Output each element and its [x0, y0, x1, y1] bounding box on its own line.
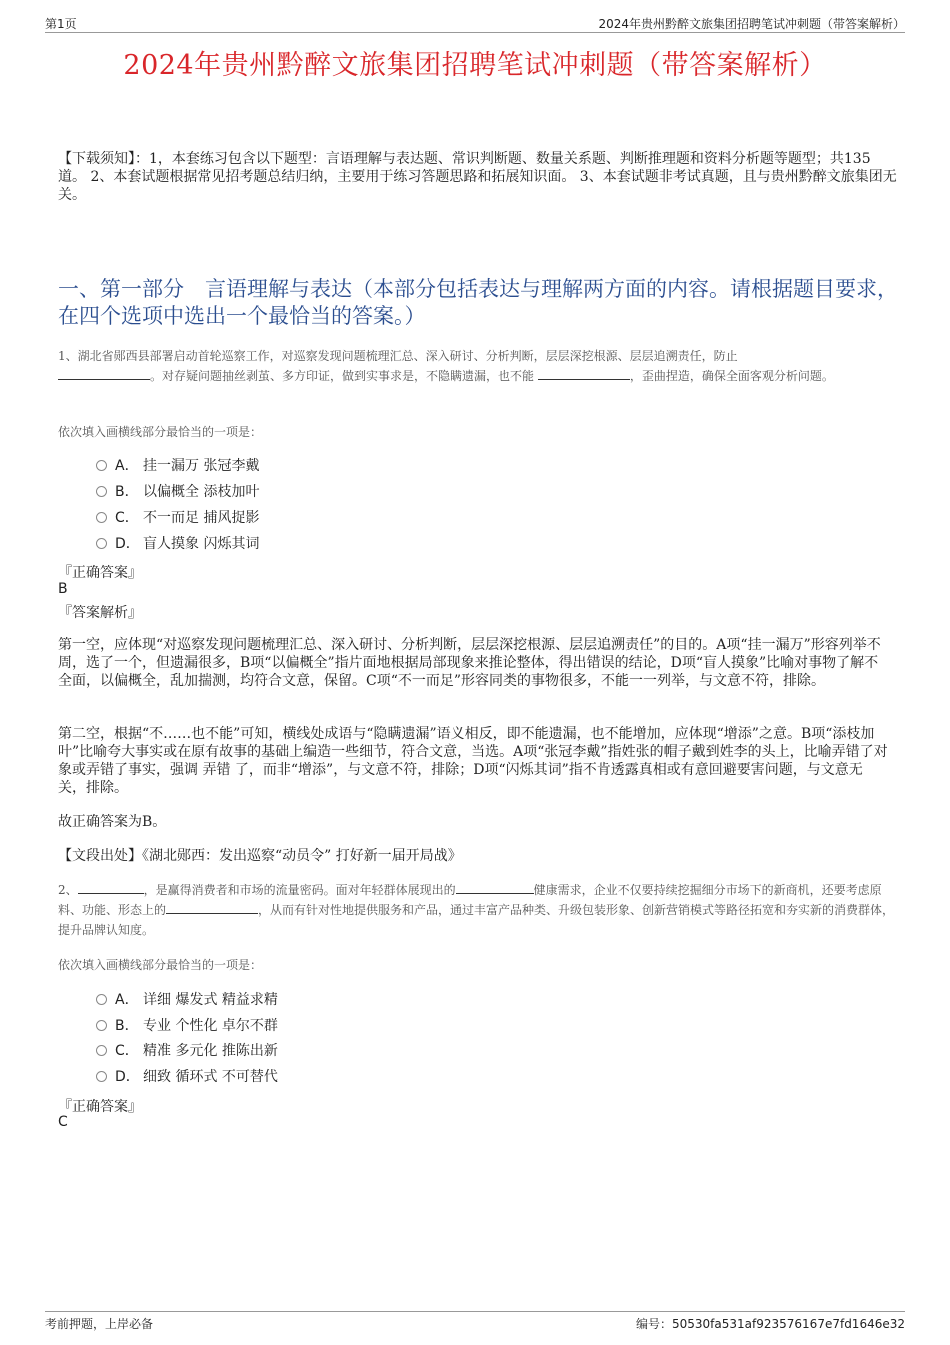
q2-option-d[interactable]: D． 细致 循环式 不可替代 — [96, 1067, 278, 1087]
radio-icon[interactable] — [96, 994, 107, 1005]
blank-2 — [456, 881, 534, 894]
blank-3 — [166, 901, 258, 914]
page-header — [45, 14, 905, 33]
q1-option-d[interactable]: D． 盲人摸象 闪烁其词 — [96, 534, 259, 554]
question-2-prompt: 依次填入画横线部分最恰当的一项是： — [58, 958, 263, 972]
q2-option-c[interactable]: C． 精准 多元化 推陈出新 — [96, 1041, 278, 1061]
q1-analysis-para-2: 第二空，根据“不……也不能”可知，横线处成语与“隐瞒遗漏”语义相反，即不能遗漏，也不能增加，应体现“增添”之意。B项“添枝加叶”比喻夸大事实或在原有故事的基础上编造一些细节，符合文意，当选。A项“张冠李戴”指姓张的帽子戴到姓李的头上，比喻弄错了对象或弄错了事实，强调 弄错 了，而非“增添”，与文意不符，排除；D项“闪烁其词”指不肯透露真相或有意回避要害问题，与文意无关，排除。 — [58, 726, 888, 796]
q1-option-a[interactable]: A． 挂一漏万 张冠李戴 — [96, 456, 259, 476]
blank-2 — [538, 367, 630, 380]
q2-correct-label: 『正确答案』 — [58, 1099, 142, 1115]
radio-icon[interactable] — [96, 512, 107, 523]
radio-icon[interactable] — [96, 1045, 107, 1056]
question-2-text: 2、 ，是赢得消费者和市场的流量密码。面对年轻群体展现出的 健康需求，企业不仅要持续挖掘细分市场下的新商机，还要考虑原料、功能、形态上的 ，从而有针对性地提供服务和产品，通过丰富产品种类、升级包装形象、创新营销模式等路径拓宽和夯实新的消费群体，提升品牌认知度。 — [58, 883, 895, 937]
q2-option-a[interactable]: A． 详细 爆发式 精益求精 — [96, 990, 278, 1010]
radio-icon[interactable] — [96, 460, 107, 471]
radio-icon[interactable] — [96, 1071, 107, 1082]
footer-slogan: 考前押题，上岸必备 — [45, 1317, 154, 1331]
page-footer — [45, 1311, 905, 1332]
header-doc-title: 2024年贵州黔醉文旅集团招聘笔试冲刺题（带答案解析） — [598, 17, 905, 31]
q2-answer: C — [58, 1114, 68, 1130]
q1-option-b[interactable]: B． 以偏概全 添枝加叶 — [96, 482, 259, 502]
blank-1 — [58, 367, 150, 380]
page-number: 第1页 — [45, 17, 77, 31]
document-title: 2024年贵州黔醉文旅集团招聘笔试冲刺题（带答案解析） — [123, 50, 827, 81]
section-heading: 一、第一部分 言语理解与表达（本部分包括表达与理解两方面的内容。请根据题目要求，在四个选项中选出一个最恰当的答案。） — [58, 277, 898, 328]
download-notice: 【下载须知】：1，本套练习包含以下题型：言语理解与表达题、常识判断题、数量关系题、判断推理题和资料分析题等题型；共135道。 2、本套试题根据常见招考题总结归纳，主要用于练习答题思路和拓展知识面。 3、本套试题非考试真题，且与贵州黔醉文旅集团无关。 — [58, 151, 897, 203]
radio-icon[interactable] — [96, 486, 107, 497]
q1-correct-label: 『正确答案』 — [58, 565, 142, 581]
radio-icon[interactable] — [96, 538, 107, 549]
q2-option-b[interactable]: B． 专业 个性化 卓尔不群 — [96, 1016, 278, 1036]
question-1-text: 1、湖北省郧西县部署启动首轮巡察工作，对巡察发现问题梳理汇总、深入研讨、分析判断，层层深挖根源、层层追溯责任，防止 。对存疑问题抽丝剥茧、多方印证，做到实事求是，不隐瞒遗漏，也不能 ，歪曲捏造，确保全面客观分析问题。 — [58, 349, 834, 383]
q1-source: 【文段出处】《湖北郧西：发出巡察“动员令” 打好新一届开局战》 — [58, 848, 462, 864]
q1-analysis-label: 『答案解析』 — [58, 605, 142, 621]
blank-1 — [78, 881, 144, 894]
q1-answer: B — [58, 581, 68, 597]
q1-analysis-conclusion: 故正确答案为B。 — [58, 814, 167, 830]
radio-icon[interactable] — [96, 1020, 107, 1031]
footer-code: 编号：50530fa531af923576167e7fd1646e32 — [635, 1317, 905, 1331]
question-1-prompt: 依次填入画横线部分最恰当的一项是： — [58, 425, 263, 439]
q1-analysis-para-1: 第一空，应体现“对巡察发现问题梳理汇总、深入研讨、分析判断，层层深挖根源、层层追溯责任”的目的。A项“挂一漏万”形容列举不周，选了一个，但遗漏很多，B项“以偏概全”指片面地根据局部现象来推论整体，得出错误的结论，D项“盲人摸象”比喻对事物了解不全面，以偏概全，乱加揣测，均符合文意，保留。C项“不一而足”形容同类的事物很多，不能一一列举，与文意不符，排除。 — [58, 637, 881, 689]
q1-option-c[interactable]: C． 不一而足 捕风捉影 — [96, 508, 259, 528]
